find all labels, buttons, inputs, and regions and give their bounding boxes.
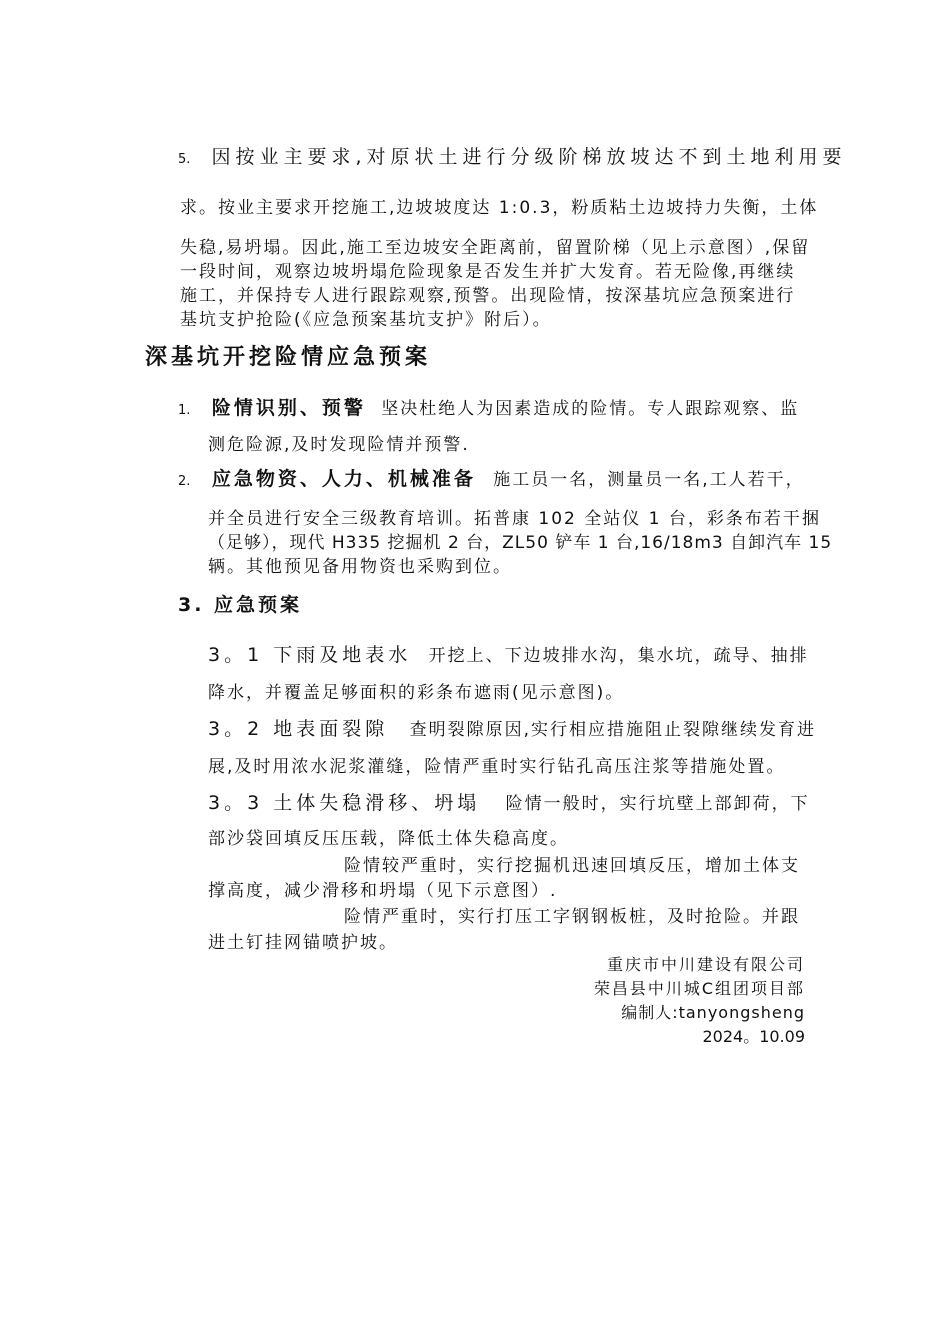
signature-date: 2024。10.09	[702, 1027, 805, 1046]
s31-label: 3。1 下雨及地表水	[208, 644, 412, 666]
item5-line4: 一段时间，观察边坡坍塌危险现象是否发生并扩大发育。若无险像,再继续	[180, 262, 796, 282]
s32-line2: 展,及时用浓水泥浆灌缝，险情严重时实行钻孔高压注浆等措施处置。	[208, 757, 786, 777]
item2-title: 应急物资、人力、机械准备	[211, 468, 476, 490]
item1-text-1: 坚决杜绝人为因素造成的险情。专人跟踪观察、监	[381, 399, 800, 419]
item1-title: 险情识别、预警	[211, 397, 366, 419]
s33-line6: 进土钉挂网锚喷护坡。	[208, 933, 398, 953]
item2-line2: 并全员进行安全三级教育培训。拓普康 102 全站仪 1 台，彩条布若干捆	[208, 509, 821, 529]
item5-line3: 失稳,易坍塌。因此,施工至边坡安全距离前，留置阶梯（见上示意图）,保留	[180, 238, 811, 258]
s32-line1	[208, 714, 816, 741]
item2-line1	[178, 464, 805, 491]
s32-text-1: 查明裂隙原因,实行相应措施阻止裂隙继续发育进	[409, 720, 817, 740]
item5-number: 5.	[178, 152, 191, 167]
signature-author: 编制人:tanyongsheng	[621, 1003, 805, 1022]
item5-text-1: 因按业主要求,对原状土进行分级阶梯放坡达不到土地利用要	[211, 146, 847, 168]
emergency-plan-heading: 深基坑开挖险情应急预案	[145, 345, 432, 370]
s33-text-1: 险情一般时，实行坑壁上部卸荷，下	[505, 794, 810, 814]
s33-line1	[208, 788, 810, 815]
item2-number: 2.	[178, 474, 191, 489]
signature-company: 重庆市中川建设有限公司	[606, 955, 805, 974]
s33-line2: 部沙袋回填反压压载，降低土体失稳高度。	[208, 829, 569, 849]
item5-line6: 基坑支护抢险(《应急预案基坑支护》附后）。	[180, 310, 552, 330]
item1-line1	[178, 393, 799, 420]
item5-line5: 施工，并保持专人进行跟踪观察,预警。出现险情，按深基坑应急预案进行	[180, 286, 796, 306]
s33-line3: 险情较严重时，实行挖掘机迅速回填反压，增加土体支	[344, 856, 800, 876]
s31-line1	[208, 640, 809, 667]
s33-line4: 撑高度，减少滑移和坍塌（见下示意图）.	[208, 881, 558, 901]
item5-line2: 求。按业主要求开挖施工,边坡坡度达 1:0.3，粉质粘土边坡持力失衡，土体	[180, 198, 819, 218]
item1-line2: 测危险源,及时发现险情并预警.	[208, 435, 470, 455]
signature-department: 荣昌县中川城C组团项目部	[593, 979, 805, 998]
item2-line4: 辆。其他预见备用物资也采购到位。	[208, 557, 512, 577]
item1-number: 1.	[178, 403, 191, 418]
item2-line3: （足够），现代 H335 挖掘机 2 台，ZL50 铲车 1 台,16/18m3 自卸汽车 15	[208, 533, 833, 553]
s33-line5: 险情严重时，实行打压工字钢钢板桩，及时抢险。并跟	[344, 907, 800, 927]
section3-title: 3. 应急预案	[178, 594, 303, 616]
s31-text-1: 开挖上、下边坡排水沟，集水坑，疏导、抽排	[428, 646, 809, 666]
s33-label: 3。3 土体失稳滑移、坍塌	[208, 792, 481, 814]
item5-line1	[178, 142, 847, 169]
s32-label: 3。2 地表面裂隙	[208, 718, 389, 740]
item2-text-1: 施工员一名，测量员一名,工人若干，	[493, 470, 805, 490]
s31-line2: 降水，并覆盖足够面积的彩条布遮雨(见示意图)。	[208, 683, 625, 703]
